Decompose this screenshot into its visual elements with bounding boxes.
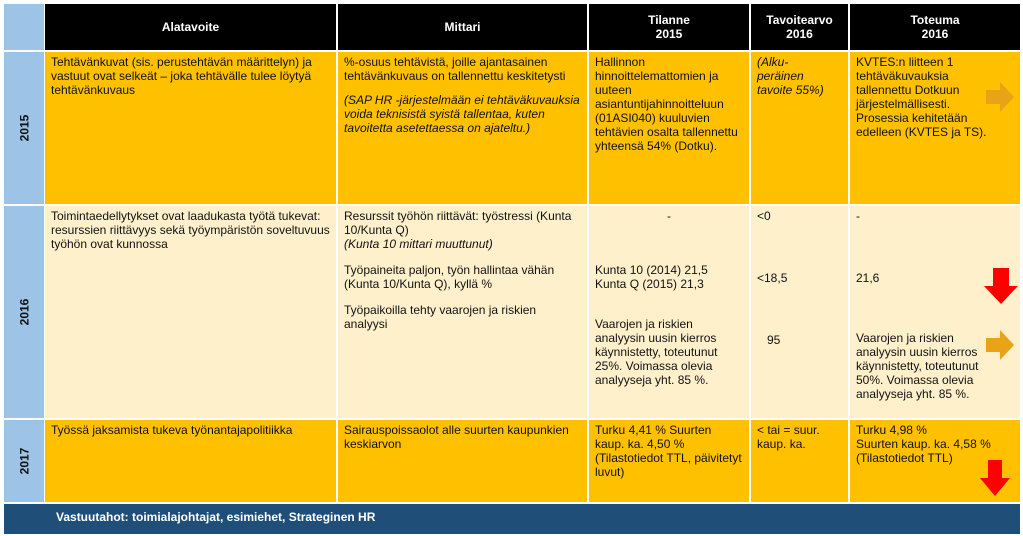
right-arrow-icon [986, 82, 1014, 112]
down-arrow-icon [984, 268, 1018, 304]
toteuma-3: Vaarojen ja riskien analyysin uusin kierros käynnistetty, toteutunut 50%. Voimassa olevia analyyseja yht. 85 %. [856, 331, 979, 401]
header-alatavoite: Alatavoite [45, 4, 336, 50]
tilanne-2b: Kunta Q (2015) 21,3 [595, 277, 704, 291]
row-2016-mittari [338, 206, 587, 418]
row-2015-tavoite: (Alku-peräinen tavoite 55%) [751, 52, 848, 204]
row-2017-alatavoite: Työssä jaksamista tukeva työnantajapolitiikka [45, 420, 336, 502]
mittari-2: Työpaineita paljon, työn hallintaa vähän (Kunta 10/Kunta Q), kyllä % [344, 263, 555, 291]
right-arrow-icon [986, 330, 1014, 360]
row-2016-alatavoite: Toimintaedellytykset ovat laadukasta työtä tukevat: resurssien riittävyys sekä työympäristön soveltuvuus työhön ovat kunnossa [45, 206, 336, 418]
tavoite-1: <0 [757, 209, 771, 223]
header-mittari: Mittari [338, 4, 587, 50]
row-2017-mittari: Sairauspoissaolot alle suurten kaupunkien keskiarvon [338, 420, 587, 502]
toteuma-c: (Tilastotiedot TTL) [856, 451, 953, 465]
year-label: 2016 [16, 298, 31, 326]
tilanne-3: Vaarojen ja riskien analyysin uusin kierros käynnistetty, toteutunut 25%. Voimassa olevia analyyseja yht. 85 %. [595, 317, 718, 387]
mittari-text: %-osuus tehtävistä, joille ajantasainen tehtävänkuvaus on tallennettu keskitetysti [344, 55, 566, 83]
footer-text: Vastuutahot: toimialajohtajat, esimiehet, Strateginen HR [56, 510, 376, 524]
tavoite-2: <18,5 [757, 271, 788, 285]
header-tilanne [589, 4, 749, 50]
year-2016 [4, 206, 44, 418]
header-toteuma-year: 2016 [921, 27, 949, 41]
mittari-1-note: (Kunta 10 mittari muuttunut) [344, 237, 493, 251]
toteuma-a: Turku 4,98 % [856, 423, 927, 437]
row-2016-tilanne [589, 206, 749, 418]
mittari-3: Työpaikoilla tehty vaarojen ja riskien analyysi [344, 303, 537, 331]
footer-responsibles [4, 504, 1020, 534]
header-toteuma-label: Toteuma [910, 13, 960, 27]
toteuma-2: 21,6 [856, 271, 880, 285]
row-2017-tavoite: < tai = suur. kaup. ka. [751, 420, 848, 502]
toteuma-b: Suurten kaup. ka. 4,58 % [856, 437, 991, 451]
row-2017-tilanne: Turku 4,41 % Suurten kaup. ka. 4,50 % (Tilastotiedot TTL, päivitetyt luvut) [589, 420, 749, 502]
toteuma-text: KVTES:n liitteen 1 tehtäväkuvauksia tallennettu Dotkuun järjestelmällisesti. Prosessia kehitetään edelleen (KVTES ja TS). [856, 55, 987, 139]
down-arrow-icon [980, 460, 1010, 496]
year-2015 [4, 52, 44, 204]
row-2015-mittari [338, 52, 587, 204]
row-2016-toteuma [850, 206, 1020, 418]
row-2016-tavoite [751, 206, 848, 418]
year-label: 2015 [16, 114, 31, 142]
header-tavoite-label: Tavoitearvo [766, 13, 833, 27]
toteuma-1: - [856, 209, 860, 223]
mittari-1: Resurssit työhön riittävät: työstressi (Kunta 10/Kunta Q) [344, 209, 572, 237]
tilanne-2a: Kunta 10 (2014) 21,5 [595, 263, 708, 277]
header-toteuma [850, 4, 1020, 50]
year-label: 2017 [16, 447, 31, 475]
row-2015-tilanne: Hallinnon hinnoittelemattomien ja uuteen asiantuntijahinnoitteluun (01ASI040) kuuluvien tehtävien osalta tallennettu yhteensä 54% (Dotku). [589, 52, 749, 204]
tavoite-3: 95 [767, 333, 781, 347]
header-tavoite-year: 2016 [786, 27, 813, 41]
tilanne-1: - [667, 209, 671, 223]
header-tavoitearvo [751, 4, 848, 50]
row-2015-toteuma [850, 52, 1020, 204]
header-corner [4, 4, 44, 50]
row-2017-toteuma [850, 420, 1020, 502]
header-tilanne-label: Tilanne [648, 13, 690, 27]
header-tilanne-year: 2015 [655, 27, 683, 41]
year-2017 [4, 420, 44, 502]
mittari-note: (SAP HR -järjestelmään ei tehtäväkuvauksia voida teknisistä syistä tallentaa, kuten tavoitetta asetettaessa on ajateltu.) [344, 93, 580, 135]
row-2015-alatavoite: Tehtävänkuvat (sis. perustehtävän määrittelyn) ja vastuut ovat selkeät – joka tehtävälle tulee löytyä tehtävänkuvaus [45, 52, 336, 204]
